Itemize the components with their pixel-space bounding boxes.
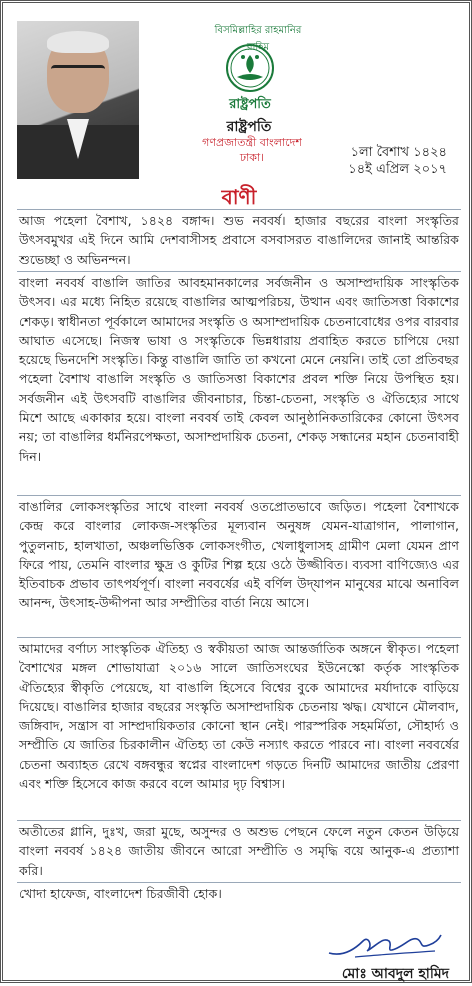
divider (17, 271, 461, 272)
photo-glasses (51, 65, 105, 80)
paragraph-folk-culture: বাঙালির লোকসংস্কৃতির সাথে বাংলা নববর্ষ ওতপ্রোতভাবে জড়িত। পহেলা বৈশাখকে কেন্দ্র করে বাংলার লোকজ-সংস্কৃতির মূল্যবান অনুষঙ্গ যেমন-যাত্রাগান, পালাগান, পুতুলনাচ, হালখাতা, অঞ্চলভিত্তিক লোকসংগীত, খেলাধুলাসহ গ্রামীণ মেলা যেমন প্রাণ ফিরে পায়, তেমনি বাংলার ক্ষুদ্র ও কুটির শিল্প হয়ে ওঠে উজ্জীবিত। ব্যবসা বাণিজ্যেও এর ইতিবাচক প্রভাব তাৎপর্যপূর্ণ। বাংলা নববর্ষের এই বর্ণিল উদ্‌যাপন মানুষের মাঝে অনাবিল আনন্দ, উৎসাহ-উদ্দীপনা আর সম্প্রীতির বার্তা নিয়ে আসে। (19, 499, 459, 611)
paragraph-heritage: আমাদের বর্ণাঢ্য সাংস্কৃতিক ঐতিহ্য ও স্বকীয়তা আজ আন্তর্জাতিক অঙ্গনে স্বীকৃত। পহেলা বৈশাখের মঙ্গল শোভাযাত্রা ২০১৬ সালে জাতিসংঘের ইউনেস্কো কর্তৃক সাংস্কৃতিক ঐতিহ্যের স্বীকৃতি পেয়েছে, যা বাঙালি হিসেবে বিশ্বের বুকে আমাদের মর্যাদাকে বাড়িয়ে দিয়েছে। বাঙালির হাজার বছরের সংস্কৃতি অসাম্প্রদায়িক চেতনায় ঋদ্ধ। যেখানে মৌলবাদ, জঙ্গিবাদ, সন্ত্রাস বা সাম্প্রদায়িকতার কোনো স্থান নেই। পারস্পরিক সহমর্মিতা, সৌহার্দ্য ও সম্প্রীতি যে জাতির চিরকালীন ঐতিহ্য তা কেউ নস্যাৎ করতে পারবে না। বাংলা নববর্ষের চেতনা অব্যাহত রেখে বঙ্গবন্ধুর স্বপ্নের বাংলাদেশ গড়তে দিনটি আমাদের জাতীয় প্রেরণা এবং শক্তি হিসেবে কাজ করবে বলে আমার দৃঢ় বিশ্বাস। (19, 641, 459, 792)
divider (17, 209, 461, 210)
paragraph-greeting: আজ পহেলা বৈশাখ, ১৪২৪ বঙ্গাব্দ। শুভ নববর্ষ। হাজার বছরের বাংলা সংস্কৃতির উৎসবমুখর এই দিনে আমি দেশবাসীসহ প্রবাসে বসবাসরত বাঙালিদের জানাই আন্তরিক শুভেচ্ছা ও অভিনন্দন। (19, 213, 459, 267)
president-photo (17, 21, 139, 179)
paragraph-farewell: খোদা হাফেজ, বাংলাদেশ চিরজীবী হোক। (19, 886, 222, 901)
paragraph-wishes: অতীতের গ্লানি, দুঃখ, জরা মুছে, অসুন্দর ও অশুভ পেছনে ফেলে নতুন কেতন উড়িয়ে বাংলা নববর্ষ ১৪২৪ জাতীয় জীবনে আরো সম্প্রীতি ও সমৃদ্ধি বয়ে আনুক-এ প্রত্যাশা করি। (19, 824, 459, 878)
government-name: গণপ্রজাতন্ত্রী বাংলাদেশ (202, 136, 302, 149)
emblem-label: রাষ্ট্রপতি (229, 97, 271, 112)
divider (17, 882, 461, 883)
date-bangla: ১লা বৈশাখ ১৪২৪ (350, 145, 447, 160)
message-heading: বাণী (221, 185, 257, 209)
divider (17, 495, 461, 496)
divider (17, 637, 461, 638)
national-emblem-icon (225, 43, 275, 93)
bismillah-text: বিসমিল্লাহির রাহমানির রাহিম (214, 25, 302, 53)
date-gregorian: ১৪ই এপ্রিল ২০১৭ (348, 162, 447, 177)
signature-icon (325, 927, 445, 961)
photo-hair (47, 31, 109, 53)
city-name: ঢাকা। (239, 151, 265, 164)
divider (17, 820, 461, 821)
office-title: রাষ্ট্রপতি (226, 119, 272, 135)
paragraph-history: বাংলা নববর্ষ বাঙালি জাতির আবহমানকালের সর্বজনীন ও অসাম্প্রদায়িক সাংস্কৃতিক উৎসব। এর মধ্যে নিহিত রয়েছে বাঙালির আত্মপরিচয়, উত্থান এবং জাতিসত্তা বিকাশের শেকড়। স্বাধীনতা পূর্বকালে আমাদের সংস্কৃতি ও অসাম্প্রদায়িক চেতনাবোধের ওপর বারবার আঘাত এসেছে। নিজস্ব ভাষা ও সংস্কৃতিকে ভিন্নধারায় প্রবাহিত করতে চাপিয়ে দেয়া হয়েছে ভিনদেশি সংস্কৃতি। কিন্তু বাঙালি জাতি তা কখনো মেনে নেয়নি। তাই তো প্রতিবছর পহেলা বৈশাখ বাঙালি সংস্কৃতি ও জাতিসত্তা বিকাশের প্রবল শক্তি নিয়ে উপস্থিত হয়। সর্বজনীন এই উৎসবটি বাঙালির জীবনাচার, চিন্তা-চেতনা, সংস্কৃতি ও ঐতিহ্যের সাথে মিশে আছে একাকার হয়ে। বাংলা নববর্ষ তাই কেবল আনুষ্ঠানিকতারিকের কোনো উৎসব নয়; তা বাঙালির ধর্মনিরপেক্ষতা, অসাম্প্রদায়িক চেতনা, শেকড় সন্ধানের মহান চেতনাবাহী দিন। (19, 275, 459, 464)
signer-name: মোঃ আবদুল হামিদ (341, 966, 449, 982)
